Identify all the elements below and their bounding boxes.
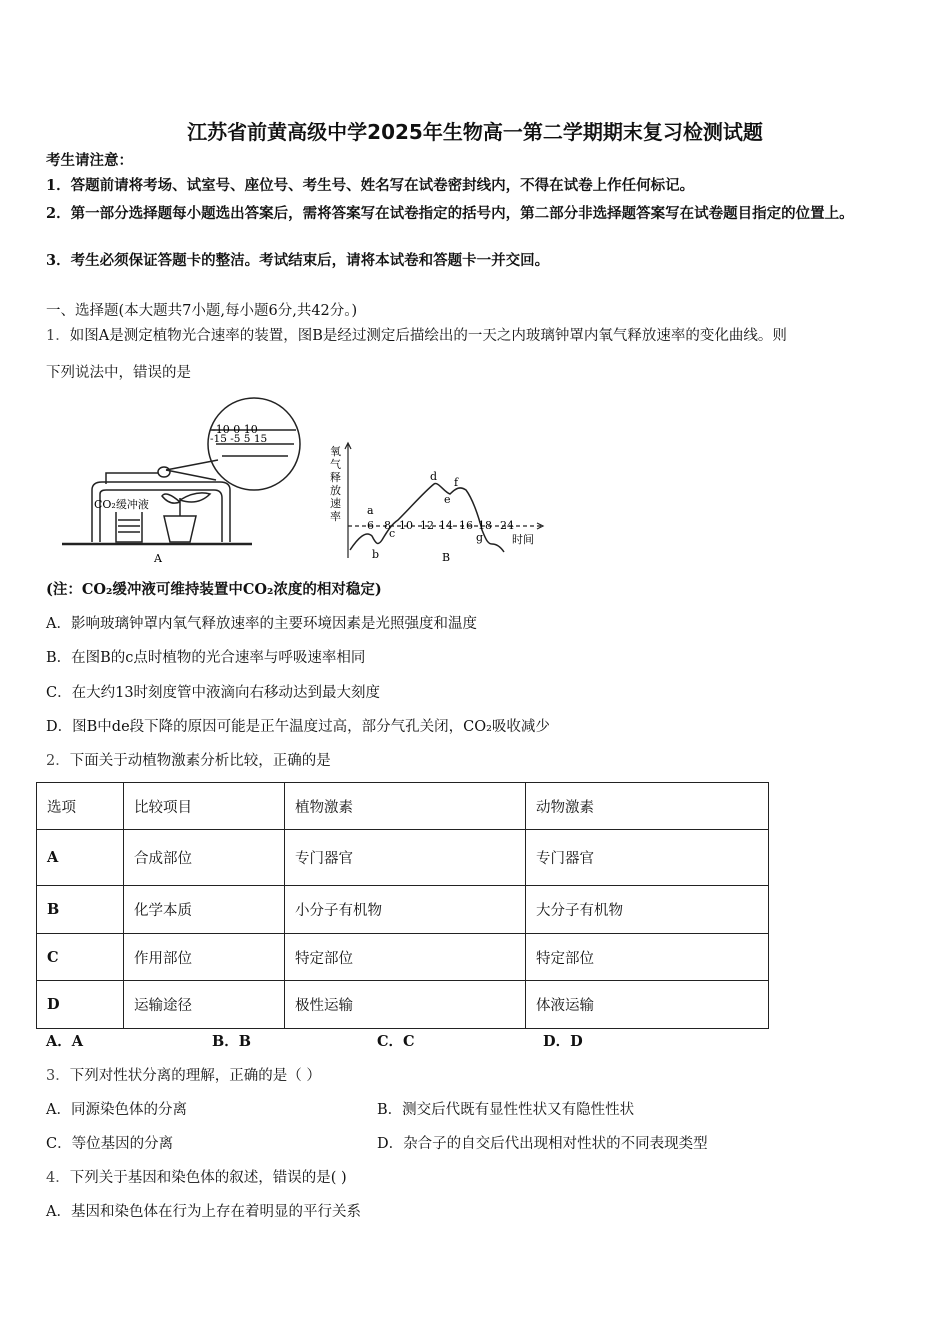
q3-number: 3． xyxy=(46,1068,70,1084)
table-header: 动物激素 xyxy=(526,783,769,830)
table-header-row xyxy=(37,783,769,830)
figure-b-caption: B xyxy=(442,551,451,564)
x-tick: 24 xyxy=(500,519,514,532)
q3-option-c: C．等位基因的分离 xyxy=(46,1136,174,1152)
q1-option-a: A．影响玻璃钟罩内氧气释放速率的主要环境因素是光照强度和温度 xyxy=(46,616,477,632)
q1-option-c: C．在大约13时刻度管中液滴向右移动达到最大刻度 xyxy=(46,685,381,701)
q2-stem-text: 下面关于动植物激素分析比较，正确的是 xyxy=(69,753,331,769)
point-label: e xyxy=(444,493,451,506)
x-tick: 8 xyxy=(384,519,391,532)
q3-stem xyxy=(46,1066,321,1086)
table-cell: B xyxy=(37,886,124,934)
table-header: 比较项目 xyxy=(124,783,285,830)
table-header: 植物激素 xyxy=(285,783,526,830)
scale-top-labels: -10 0 10 xyxy=(212,423,258,436)
table-cell: 专门器官 xyxy=(526,830,769,886)
q1-number: 1． xyxy=(46,328,70,344)
q1-option-d: D．图B中de段下降的原因可能是正午温度过高，部分气孔关闭，CO₂吸收减少 xyxy=(46,719,550,735)
x-tick: 14 xyxy=(439,519,453,532)
ylabel-char: 率 xyxy=(330,510,341,523)
q3-stem-text: 下列对性状分离的理解，正确的是（ ） xyxy=(69,1068,321,1084)
figure-a-apparatus xyxy=(58,394,320,566)
q4-number: 4． xyxy=(46,1170,70,1186)
section-heading: 一、选择题(本大题共7小题,每小题6分,共42分。) xyxy=(46,303,358,319)
q4-option-a: A．基因和染色体在行为上存在着明显的平行关系 xyxy=(46,1204,361,1220)
notice-item-3: 3．考生必须保证答题卡的整洁。考试结束后，请将本试卷和答题卡一并交回。 xyxy=(46,252,550,269)
table-row xyxy=(37,830,769,886)
ylabel-char: 放 xyxy=(330,484,341,497)
ylabel-char: 气 xyxy=(330,458,341,471)
point-label: g xyxy=(476,531,484,544)
q1-option-b: B．在图B的c点时植物的光合速率与呼吸速率相同 xyxy=(46,650,366,666)
table-cell: 大分子有机物 xyxy=(526,886,769,934)
ylabel-char: 释 xyxy=(330,471,341,484)
point-label: a xyxy=(367,504,374,517)
table-cell: 特定部位 xyxy=(526,934,769,981)
hormone-comparison-table xyxy=(36,782,769,1029)
q3-option-a: A．同源染色体的分离 xyxy=(46,1102,187,1118)
x-tick: 6 xyxy=(367,519,374,532)
table-cell: 化学本质 xyxy=(124,886,285,934)
table-cell: A xyxy=(37,830,124,886)
point-label: c xyxy=(389,527,396,540)
table-cell: 运输途径 xyxy=(124,981,285,1029)
table-cell: D xyxy=(37,981,124,1029)
q1-stem-line1 xyxy=(46,326,787,346)
table-cell: 体液运输 xyxy=(526,981,769,1029)
table-cell: 极性运输 xyxy=(285,981,526,1029)
notice-item-2: 2．第一部分选择题每小题选出答案后，需将答案写在试卷指定的括号内，第二部分非选择题答案写在试卷题目指定的位置上。 xyxy=(46,205,854,222)
table-cell: C xyxy=(37,934,124,981)
point-label: f xyxy=(454,476,459,489)
table-row xyxy=(37,886,769,934)
q3-option-d: D．杂合子的自交后代出现相对性状的不同表现类型 xyxy=(377,1136,708,1152)
x-tick: 12 xyxy=(420,519,434,532)
table-row xyxy=(37,981,769,1029)
q2-option-d: D．D xyxy=(543,1033,583,1050)
table-cell: 小分子有机物 xyxy=(285,886,526,934)
ylabel-char: 氧 xyxy=(330,445,341,458)
notice-item-1: 1．答题前请将考场、试室号、座位号、考生号、姓名写在试卷密封线内，不得在试卷上作任何标记。 xyxy=(46,177,695,194)
table-cell: 特定部位 xyxy=(285,934,526,981)
q1-stem-line2: 下列说法中，错误的是 xyxy=(46,365,191,381)
q2-stem xyxy=(46,751,331,771)
table-row xyxy=(37,934,769,981)
co2-buffer-label: CO₂缓冲液 xyxy=(94,498,149,511)
notice-heading: 考生请注意： xyxy=(46,152,133,169)
scale-bottom-labels: -15 -5 5 15 xyxy=(210,433,268,445)
q3-option-b: B．测交后代既有显性性状又有隐性性状 xyxy=(377,1102,635,1118)
point-label: b xyxy=(372,548,380,561)
table-cell: 专门器官 xyxy=(285,830,526,886)
q1-note: (注：CO₂缓冲液可维持装置中CO₂浓度的相对稳定) xyxy=(46,581,382,598)
table-header: 选项 xyxy=(37,783,124,830)
q2-number: 2． xyxy=(46,753,70,769)
table-cell: 合成部位 xyxy=(124,830,285,886)
q4-stem xyxy=(46,1168,347,1188)
x-tick: 18 xyxy=(478,519,492,532)
exam-title: 江苏省前黄高级中学2025年生物高一第二学期期末复习检测试题 xyxy=(187,120,763,144)
table-cell: 作用部位 xyxy=(124,934,285,981)
figure-a-caption: A xyxy=(154,552,162,565)
x-tick: 10 xyxy=(399,519,413,532)
point-label: d xyxy=(430,470,438,483)
q2-option-b: B．B xyxy=(212,1033,252,1050)
x-tick: 16 xyxy=(459,519,473,532)
ylabel-char: 速 xyxy=(330,497,341,510)
q1-stem-text: 如图A是测定植物光合速率的装置，图B是经过测定后描绘出的一天之内玻璃钟罩内氧气释放速率的变化曲线。则 xyxy=(69,328,787,344)
q2-option-a: A．A xyxy=(46,1033,84,1050)
figure-b-curve xyxy=(326,440,556,568)
q4-stem-text: 下列关于基因和染色体的叙述，错误的是( ) xyxy=(69,1170,347,1186)
q2-option-c: C．C xyxy=(377,1033,415,1050)
x-axis-label: 时间 xyxy=(512,533,534,546)
